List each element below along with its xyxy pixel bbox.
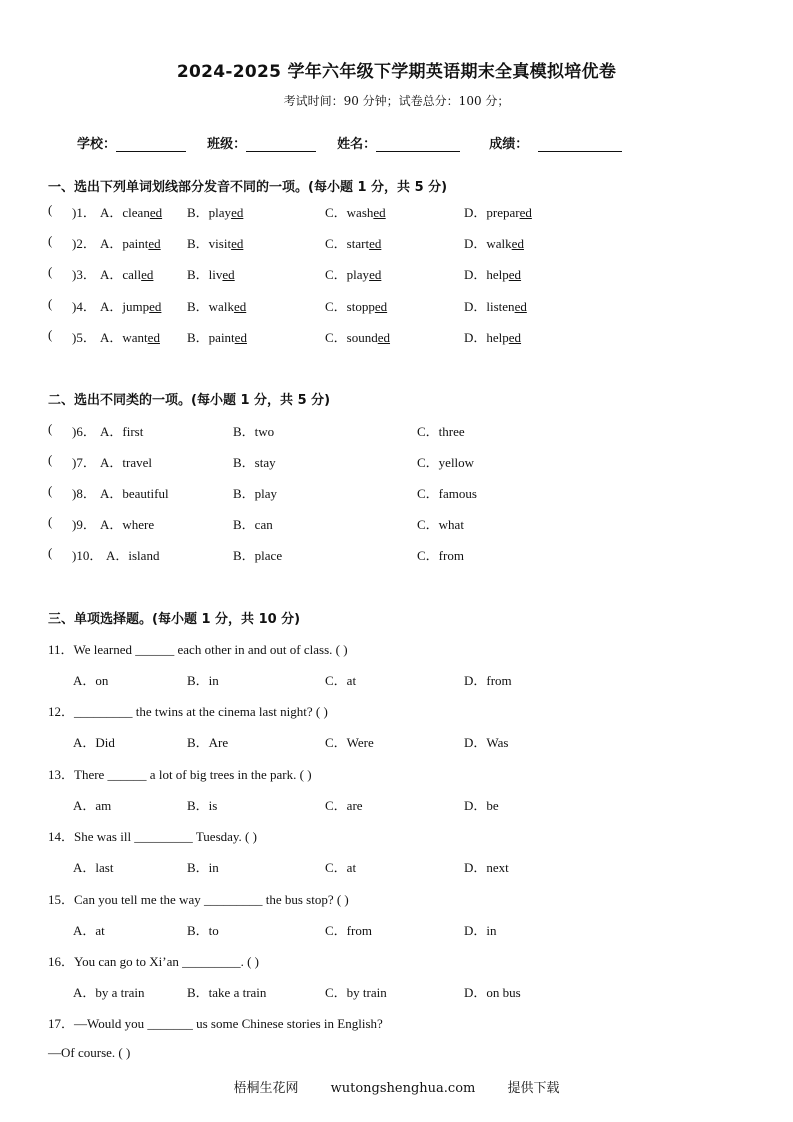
- option-b[interactable]: B．can: [233, 517, 273, 532]
- option[interactable]: [187, 296, 246, 315]
- option-d[interactable]: D．next: [464, 860, 509, 875]
- option-d[interactable]: D．in: [464, 923, 497, 938]
- question-number: )9．: [72, 517, 96, 532]
- option-d[interactable]: D．from: [464, 673, 512, 688]
- answer-paren[interactable]: (: [48, 514, 53, 529]
- option[interactable]: [464, 264, 521, 283]
- option-b[interactable]: B．is: [187, 798, 218, 813]
- option-a[interactable]: A．first: [100, 424, 144, 439]
- option[interactable]: [100, 202, 162, 221]
- class-field[interactable]: [246, 137, 316, 152]
- option-label: B．: [187, 299, 209, 314]
- exam-info: 考试时间：90 分钟；试卷总分：100 分；: [283, 94, 510, 108]
- footer-site-name: 梧桐生花网: [233, 1081, 299, 1096]
- option-word: call: [122, 267, 142, 282]
- question-stem: 15．Can you tell me the way _________ the bus stop? ( ): [48, 892, 349, 907]
- option[interactable]: [325, 296, 387, 315]
- answer-paren[interactable]: (: [48, 421, 53, 436]
- option-a[interactable]: A．on: [73, 673, 109, 688]
- question-number: )6．: [72, 424, 96, 439]
- answer-paren[interactable]: (: [48, 483, 53, 498]
- underlined-part: ed: [511, 236, 524, 251]
- option-word: paint: [208, 330, 235, 345]
- option-b[interactable]: B．to: [187, 923, 219, 938]
- name-label: 姓名：: [337, 137, 377, 152]
- question-17: 17．—Would you _______ us some Chinese stories in English?: [48, 1016, 383, 1031]
- option-a[interactable]: A．last: [73, 860, 114, 875]
- option-b[interactable]: B．place: [233, 548, 283, 563]
- option-label: B．: [187, 267, 209, 282]
- option-word: help: [486, 267, 509, 282]
- footer: [0, 1077, 793, 1096]
- answer-paren[interactable]: (: [48, 327, 53, 342]
- underlined-part: ed: [373, 205, 386, 220]
- option-label: D．: [464, 299, 487, 314]
- option-label: C．: [325, 205, 347, 220]
- option[interactable]: [464, 233, 524, 252]
- underlined-part: ed: [149, 299, 162, 314]
- section-3-heading: 三、单项选择题。(每小题 1 分，共 10 分): [48, 612, 301, 627]
- option-word: listen: [486, 299, 515, 314]
- option[interactable]: [325, 327, 390, 346]
- answer-paren[interactable]: (: [48, 264, 53, 279]
- question-number: )5．: [72, 330, 96, 345]
- school-field[interactable]: [116, 137, 186, 152]
- option-word: stopp: [346, 299, 375, 314]
- option-c[interactable]: C．Were: [325, 735, 374, 750]
- option-label: D．: [464, 205, 487, 220]
- option-word: liv: [208, 267, 223, 282]
- section-1-heading: 一、选出下列单词划线部分发音不同的一项。(每小题 1 分，共 5 分): [48, 180, 448, 195]
- option-c[interactable]: C．from: [325, 923, 372, 938]
- answer-paren[interactable]: (: [48, 545, 53, 560]
- option-label: A．: [100, 205, 123, 220]
- question-stem: 16．You can go to Xi’an _________. ( ): [48, 954, 259, 969]
- question-number: )7．: [72, 455, 96, 470]
- option-a[interactable]: A．travel: [100, 455, 152, 470]
- name-field[interactable]: [376, 137, 460, 152]
- option-c[interactable]: C．yellow: [417, 455, 475, 470]
- question-number: )4．: [72, 299, 96, 314]
- option[interactable]: [464, 296, 527, 315]
- option-word: prepar: [486, 205, 520, 220]
- option-word: clean: [122, 205, 150, 220]
- option-label: D．: [464, 330, 487, 345]
- option-word: walk: [208, 299, 234, 314]
- option-c[interactable]: C．by train: [325, 985, 387, 1000]
- option-word: play: [208, 205, 232, 220]
- option-label: A．: [100, 236, 123, 251]
- underlined-part: ed: [141, 267, 154, 282]
- question-number: )3．: [72, 267, 96, 282]
- answer-paren[interactable]: (: [48, 452, 53, 467]
- option-label: B．: [187, 236, 209, 251]
- class-label: 班级：: [207, 137, 247, 152]
- underlined-part: ed: [514, 299, 527, 314]
- score-label: 成绩：: [489, 137, 529, 152]
- option-a[interactable]: A．am: [73, 798, 112, 813]
- option-label: A．: [100, 299, 123, 314]
- underlined-part: ed: [147, 330, 160, 345]
- option[interactable]: [100, 233, 161, 252]
- answer-paren[interactable]: (: [48, 202, 53, 217]
- option-b[interactable]: B．Are: [187, 735, 229, 750]
- option-word: jump: [122, 299, 150, 314]
- option-label: D．: [464, 267, 487, 282]
- option[interactable]: [325, 264, 381, 283]
- option[interactable]: [187, 233, 243, 252]
- option-label: B．: [187, 330, 209, 345]
- footer-url[interactable]: wutongshenghua.com: [330, 1081, 476, 1096]
- option-label: A．: [100, 267, 123, 282]
- answer-paren[interactable]: (: [48, 296, 53, 311]
- question-stem: 12．_________ the twins at the cinema last night? ( ): [48, 704, 328, 719]
- option-a[interactable]: A．island: [106, 548, 160, 563]
- option-c[interactable]: C．what: [417, 517, 464, 532]
- option-d[interactable]: D．on bus: [464, 985, 521, 1000]
- option-c[interactable]: C．from: [417, 548, 464, 563]
- underlined-part: ed: [231, 205, 244, 220]
- option-word: want: [122, 330, 148, 345]
- option-word: walk: [486, 236, 512, 251]
- option-b[interactable]: B．two: [233, 424, 275, 439]
- option[interactable]: [187, 202, 243, 221]
- option[interactable]: [464, 202, 532, 221]
- option-c[interactable]: C．three: [417, 424, 465, 439]
- option-d[interactable]: D．be: [464, 798, 499, 813]
- option-label: C．: [325, 299, 347, 314]
- option-b[interactable]: B．take a train: [187, 985, 267, 1000]
- option-label: C．: [325, 236, 347, 251]
- question-stem: 14．She was ill _________ Tuesday. ( ): [48, 829, 257, 844]
- question-17-answer: —Of course. ( ): [48, 1045, 131, 1060]
- underlined-part: ed: [149, 205, 163, 220]
- answer-paren[interactable]: (: [48, 233, 53, 248]
- option-c[interactable]: C．at: [325, 860, 357, 875]
- underlined-part: ed: [233, 299, 247, 314]
- underlined-part: ed: [374, 299, 388, 314]
- option-b[interactable]: B．in: [187, 860, 219, 875]
- score-field[interactable]: [538, 137, 622, 152]
- option[interactable]: [100, 327, 160, 346]
- option[interactable]: [100, 296, 161, 315]
- underlined-part: ed: [508, 330, 522, 345]
- option-a[interactable]: A．by a train: [73, 985, 145, 1000]
- option[interactable]: [325, 202, 386, 221]
- question-number: )2．: [72, 236, 96, 251]
- page-title: 2024-2025 学年六年级下学期英语期末全真模拟培优卷: [176, 62, 617, 82]
- section-2-heading: 二、选出不同类的一项。(每小题 1 分，共 5 分): [48, 393, 331, 408]
- option-word: play: [346, 267, 370, 282]
- underlined-part: ed: [222, 267, 235, 282]
- underlined-part: ed: [369, 236, 382, 251]
- question-number: )8．: [72, 486, 96, 501]
- footer-download: 提供下载: [507, 1081, 560, 1096]
- underlined-part: ed: [369, 267, 382, 282]
- underlined-part: ed: [148, 236, 161, 251]
- option-label: C．: [325, 330, 347, 345]
- option-label: A．: [100, 330, 123, 345]
- underlined-part: ed: [508, 267, 522, 282]
- option-b[interactable]: B．in: [187, 673, 219, 688]
- underlined-part: ed: [519, 205, 532, 220]
- question-stem: 13．There ______ a lot of big trees in the park. ( ): [48, 767, 312, 782]
- option-word: paint: [122, 236, 149, 251]
- option-label: B．: [187, 205, 209, 220]
- underlined-part: ed: [234, 330, 247, 345]
- option[interactable]: [100, 264, 153, 283]
- option-label: C．: [325, 267, 347, 282]
- question-number: )10．: [72, 548, 103, 563]
- student-info-line: [77, 133, 622, 152]
- underlined-part: ed: [231, 236, 244, 251]
- question-stem: 11．We learned ______ each other in and out of class. ( ): [48, 642, 348, 657]
- question-number: )1．: [72, 205, 96, 220]
- school-label: 学校：: [77, 137, 117, 152]
- option[interactable]: [187, 327, 247, 346]
- option-word: start: [346, 236, 370, 251]
- option-word: sound: [346, 330, 378, 345]
- option-label: D．: [464, 236, 487, 251]
- underlined-part: ed: [377, 330, 391, 345]
- option[interactable]: [187, 264, 235, 283]
- option-word: wash: [346, 205, 374, 220]
- option-c[interactable]: C．famous: [417, 486, 477, 501]
- option-b[interactable]: B．play: [233, 486, 278, 501]
- option-d[interactable]: D．Was: [464, 735, 509, 750]
- option-c[interactable]: C．are: [325, 798, 363, 813]
- option-a[interactable]: A．where: [100, 517, 155, 532]
- option-b[interactable]: B．stay: [233, 455, 276, 470]
- option-c[interactable]: C．at: [325, 673, 357, 688]
- option[interactable]: [325, 233, 381, 252]
- option-a[interactable]: A．Did: [73, 735, 115, 750]
- option[interactable]: [464, 327, 521, 346]
- option-word: visit: [208, 236, 232, 251]
- option-a[interactable]: A．beautiful: [100, 486, 169, 501]
- option-a[interactable]: A．at: [73, 923, 105, 938]
- option-word: help: [486, 330, 509, 345]
